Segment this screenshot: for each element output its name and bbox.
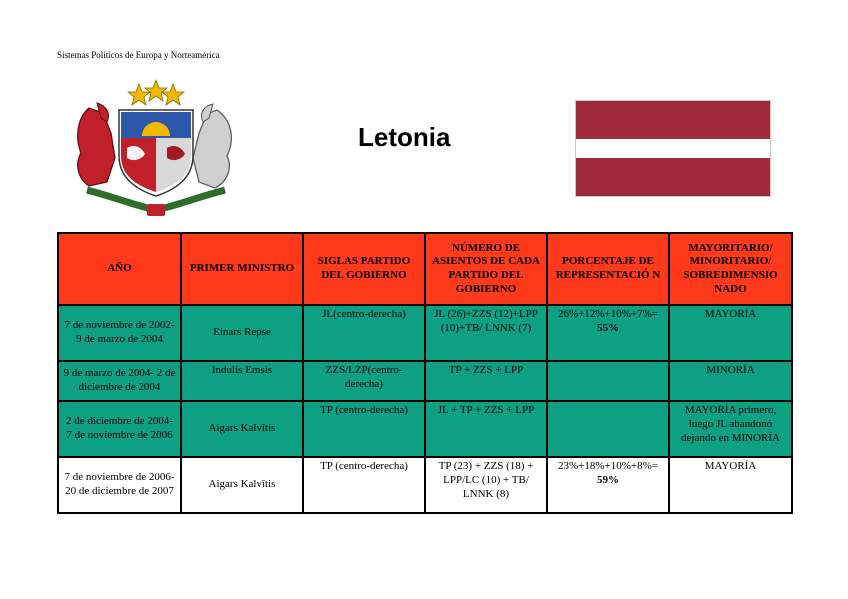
table-row <box>58 305 792 361</box>
percentage-sum: 26%+12%+10%+7%= <box>558 308 658 320</box>
cell-prime-minister: Aigars Kalvītis <box>181 457 303 513</box>
latvia-flag-image <box>575 100 771 197</box>
cell-year: 9 de marzo de 2004- 2 de diciembre de 2004 <box>58 361 181 401</box>
header-majority-type: MAYORITARIO/ MINORITARIO/ SOBREDIMENSIO NADO <box>669 233 792 305</box>
cell-percentage <box>547 401 669 457</box>
cell-percentage <box>547 305 669 361</box>
cell-seats: JL (26)+ZZS (12)+LPP (10)+TB/ LNNK (7) <box>425 305 547 361</box>
cell-party: TP (centro-derecha) <box>303 401 425 457</box>
percentage-total: 59% <box>597 473 619 486</box>
header-seats: NÚMERO DE ASIENTOS DE CADA PARTIDO DEL GOBIERNO <box>425 233 547 305</box>
cell-seats: TP + ZZS + LPP <box>425 361 547 401</box>
cell-party: JL(centro-derecha) <box>303 305 425 361</box>
cell-percentage <box>547 361 669 401</box>
table-header-row <box>58 233 792 305</box>
course-header: Sistemas Políticos de Europa y Norteamérica <box>57 50 220 60</box>
government-table <box>57 232 793 514</box>
cell-seats: TP (23) + ZZS (18) + LPP/LC (10) + TB/ LNNK (8) <box>425 457 547 513</box>
cell-party: ZZS/LZP(centro-derecha) <box>303 361 425 401</box>
cell-year: 7 de noviembre de 2006- 20 de diciembre de 2007 <box>58 457 181 513</box>
table-row <box>58 401 792 457</box>
header-year: AÑO <box>58 233 181 305</box>
table-row <box>58 457 792 513</box>
cell-year: 2 de diciembre de 2004- 7 de noviembre de 2006 <box>58 401 181 457</box>
table-row <box>58 361 792 401</box>
cell-party: TP (centro-derecha) <box>303 457 425 513</box>
cell-seats: JL + TP + ZZS + LPP <box>425 401 547 457</box>
cell-majority-type: MINORÍA <box>669 361 792 401</box>
header-party: SIGLAS PARTIDO DEL GOBIERNO <box>303 233 425 305</box>
cell-prime-minister: Indulis Emsis <box>181 361 303 401</box>
coat-of-arms-image <box>67 78 245 218</box>
percentage-sum: 23%+18%+10%+8%= <box>558 460 658 472</box>
cell-prime-minister: Einars Repse <box>181 305 303 361</box>
cell-percentage <box>547 457 669 513</box>
cell-majority-type: MAYORÍA <box>669 305 792 361</box>
page-title: Letonia <box>358 122 451 152</box>
cell-majority-type: MAYORÍA primero, luego JL abandonó dejando en MINORÍA <box>669 401 792 457</box>
header-prime-minister: PRIMER MINISTRO <box>181 233 303 305</box>
cell-year: 7 de noviembre de 2002- 9 de marzo de 2004 <box>58 305 181 361</box>
percentage-total: 55% <box>597 321 619 334</box>
cell-majority-type: MAYORÍA <box>669 457 792 513</box>
cell-prime-minister: Aigars Kalvītis <box>181 401 303 457</box>
header-percentage: PORCENTAJE DE REPRESENTACIÓ N <box>547 233 669 305</box>
